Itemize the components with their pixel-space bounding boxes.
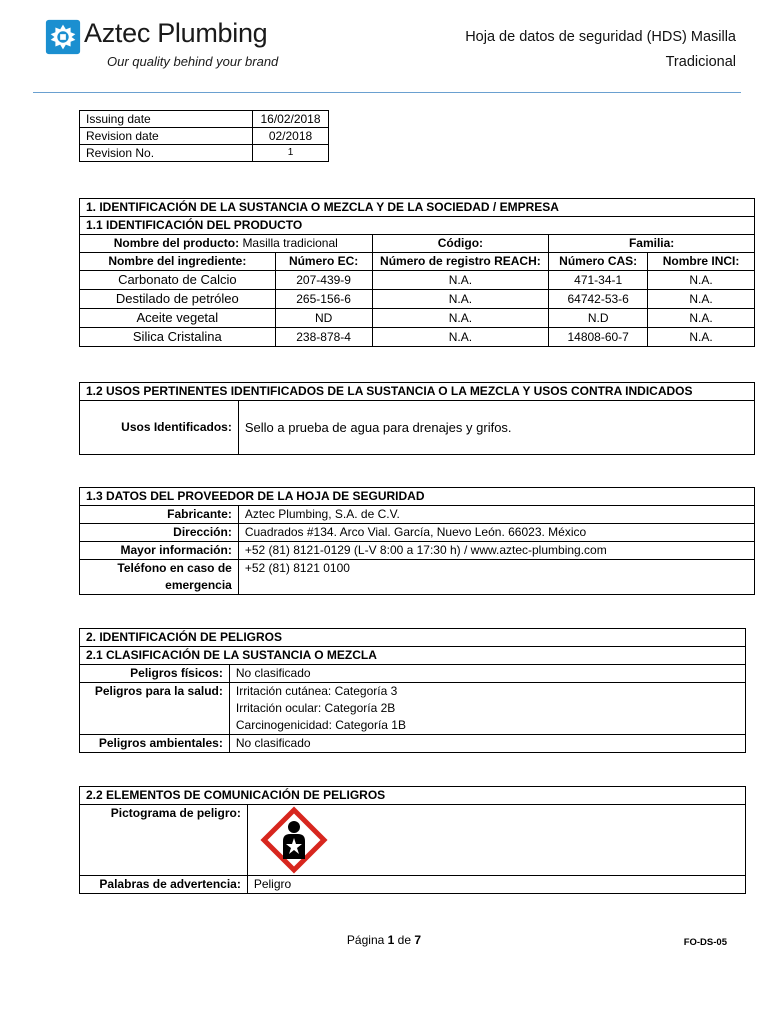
section-1-title: 1. IDENTIFICACIÓN DE LA SUSTANCIA O MEZCLA Y DE LA SOCIEDAD / EMPRESA [80, 199, 755, 217]
table-row [80, 145, 329, 162]
revision-date-value: 02/2018 [253, 128, 329, 145]
document-title-line-2: Tradicional [665, 54, 736, 70]
environmental-hazards-label: Peligros ambientales: [80, 735, 230, 753]
revision-number-value: 1 [253, 145, 329, 162]
ingredient-cas: N.D [549, 309, 648, 328]
ingredient-cas: 14808-60-7 [549, 328, 648, 347]
table-row [80, 290, 755, 309]
ingredient-reach: N.A. [372, 328, 549, 347]
table-row [80, 383, 755, 401]
section-1-1-title: 1.1 IDENTIFICACIÓN DEL PRODUCTO [80, 217, 755, 235]
section-1-product-identification-table [79, 198, 755, 347]
table-row [80, 683, 746, 735]
table-row [80, 271, 755, 290]
column-header: Número de registro REACH: [372, 253, 549, 271]
health-hazards-value [229, 683, 745, 735]
section-2-2-communication-table [79, 786, 746, 894]
signal-word-value: Peligro [247, 876, 745, 894]
table-row [80, 787, 746, 805]
ingredient-reach: N.A. [372, 271, 549, 290]
ingredients-header-row [80, 253, 755, 271]
emergency-phone-value: +52 (81) 8121 0100 [238, 560, 754, 595]
pictogram-label: Pictograma de peligro: [80, 805, 248, 876]
identified-uses-label: Usos Identificados: [80, 401, 239, 455]
brand-logo [44, 16, 304, 76]
ingredient-inci: N.A. [648, 290, 755, 309]
table-row [80, 506, 755, 524]
health-hazard-item: Irritación ocular: Categoría 2B [235, 701, 396, 715]
ingredient-name: Destilado de petróleo [80, 290, 276, 309]
revision-date-label: Revision date [80, 128, 253, 145]
table-row [80, 560, 755, 595]
ingredient-inci: N.A. [648, 271, 755, 290]
table-row [80, 542, 755, 560]
health-hazard-pictogram-icon [259, 805, 329, 875]
identified-uses-value: Sello a prueba de agua para drenajes y grifos. [238, 401, 754, 455]
brand-tagline: Our quality behind your brand [107, 54, 279, 69]
document-title-line-1: Hoja de datos de seguridad (HDS) Masilla [465, 29, 736, 45]
table-row [80, 111, 329, 128]
section-1-2-title: 1.2 USOS PERTINENTES IDENTIFICADOS DE LA SUSTANCIA O LA MEZCLA Y USOS CONTRA INDICADOS [80, 383, 755, 401]
more-info-value: +52 (81) 8121-0129 (L-V 8:00 a 17:30 h) / www.aztec-plumbing.com [238, 542, 754, 560]
gear-logo-icon [44, 18, 82, 56]
table-row [80, 524, 755, 542]
table-row [80, 805, 746, 876]
physical-hazards-label: Peligros físicos: [80, 665, 230, 683]
product-name-cell [80, 235, 373, 253]
table-row [80, 199, 755, 217]
document-title [406, 25, 736, 75]
table-row [80, 665, 746, 683]
revision-number-label: Revision No. [80, 145, 253, 162]
revision-info-table [79, 110, 329, 162]
brand-name: Aztec Plumbing [84, 18, 268, 48]
section-1-2-uses-table [79, 382, 755, 455]
address-label: Dirección: [80, 524, 239, 542]
emergency-phone-label [80, 560, 239, 595]
health-hazard-item: Irritación cutánea: Categoría 3 [235, 684, 398, 698]
ingredient-cas: 64742-53-6 [549, 290, 648, 309]
table-row [80, 647, 746, 665]
table-row [80, 328, 755, 347]
pictogram-cell [247, 805, 745, 876]
section-2-hazards-table [79, 628, 746, 753]
ingredient-name: Silica Cristalina [80, 328, 276, 347]
issuing-date-label: Issuing date [80, 111, 253, 128]
table-row [80, 735, 746, 753]
health-hazard-item: Carcinogenicidad: Categoría 1B [235, 718, 406, 732]
page-number [0, 933, 768, 947]
product-family-label: Familia: [549, 235, 755, 253]
ingredient-name: Carbonato de Calcio [80, 271, 276, 290]
manufacturer-value: Aztec Plumbing, S.A. de C.V. [238, 506, 754, 524]
form-code: FO-DS-05 [683, 937, 727, 948]
table-row [80, 876, 746, 894]
table-row [80, 309, 755, 328]
physical-hazards-value: No clasificado [229, 665, 745, 683]
ingredient-ec: 265-156-6 [275, 290, 372, 309]
environmental-hazards-value: No clasificado [229, 735, 745, 753]
page-total: 7 [414, 933, 422, 947]
ingredient-ec: ND [275, 309, 372, 328]
header-divider [33, 92, 741, 93]
page-current: 1 [387, 933, 395, 947]
ingredient-ec: 238-878-4 [275, 328, 372, 347]
table-row [80, 629, 746, 647]
table-row [80, 488, 755, 506]
ingredient-inci: N.A. [648, 309, 755, 328]
manufacturer-label: Fabricante: [80, 506, 239, 524]
product-name-label: Nombre del producto: [113, 236, 240, 250]
page-header [0, 0, 768, 95]
emergency-phone-label-line-2: emergencia [165, 578, 232, 592]
table-row [80, 401, 755, 455]
section-2-2-title: 2.2 ELEMENTOS DE COMUNICACIÓN DE PELIGROS [80, 787, 746, 805]
column-header: Número EC: [275, 253, 372, 271]
signal-word-label: Palabras de advertencia: [80, 876, 248, 894]
ingredient-reach: N.A. [372, 290, 549, 309]
ingredient-reach: N.A. [372, 309, 549, 328]
health-hazards-label: Peligros para la salud: [80, 683, 230, 735]
address-value: Cuadrados #134. Arco Vial. García, Nuevo León. 66023. México [238, 524, 754, 542]
more-info-label: Mayor información: [80, 542, 239, 560]
column-header: Nombre del ingrediente: [80, 253, 276, 271]
product-name-value: Masilla tradicional [242, 236, 338, 250]
column-header: Nombre INCI: [648, 253, 755, 271]
page-separator: de [397, 933, 412, 947]
section-2-title: 2. IDENTIFICACIÓN DE PELIGROS [80, 629, 746, 647]
product-code-label: Código: [372, 235, 549, 253]
page-prefix: Página [346, 933, 385, 947]
ingredient-cas: 471-34-1 [549, 271, 648, 290]
section-1-3-title: 1.3 DATOS DEL PROVEEDOR DE LA HOJA DE SEGURIDAD [80, 488, 755, 506]
issuing-date-value: 16/02/2018 [253, 111, 329, 128]
table-row [80, 217, 755, 235]
table-row [80, 235, 755, 253]
section-2-1-title: 2.1 CLASIFICACIÓN DE LA SUSTANCIA O MEZCLA [80, 647, 746, 665]
ingredient-name: Aceite vegetal [80, 309, 276, 328]
column-header: Número CAS: [549, 253, 648, 271]
ingredient-inci: N.A. [648, 328, 755, 347]
emergency-phone-label-line-1: Teléfono en caso de [117, 561, 232, 575]
ingredient-ec: 207-439-9 [275, 271, 372, 290]
section-1-3-supplier-table [79, 487, 755, 595]
table-row [80, 128, 329, 145]
